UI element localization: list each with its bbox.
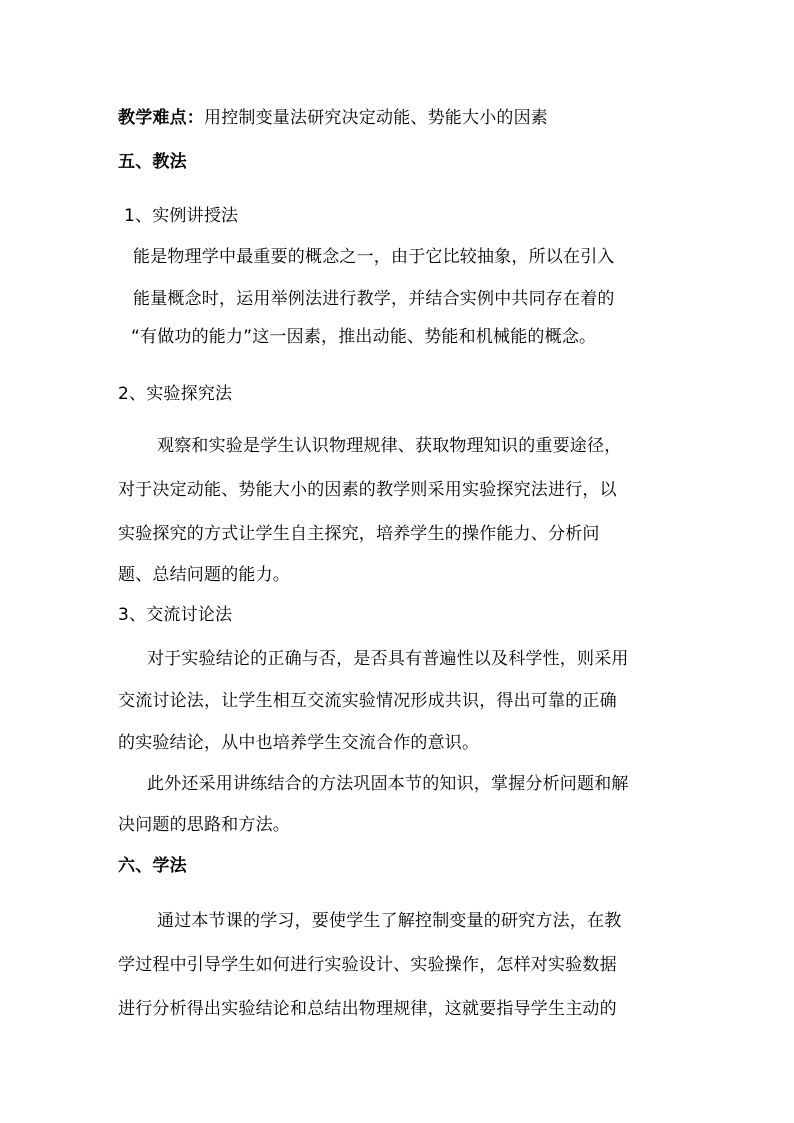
item1-line-2: 能量概念时，运用举例法进行教学，并结合实例中共同存在着的 xyxy=(133,289,615,309)
item2-line-1: 观察和实验是学生认识物理规律、获取物理知识的重要途径， xyxy=(157,436,622,456)
section6-line-3: 进行分析得出实验结论和总结出物理规律，这就要指导学生主动的 xyxy=(118,999,617,1019)
item3-title: 3、交流讨论法 xyxy=(118,605,233,625)
difficulty-line xyxy=(118,107,548,129)
item2-line-2: 对于决定动能、势能大小的因素的教学则采用实验探究法进行，以 xyxy=(118,480,617,500)
item3-line-2: 交流讨论法，让学生相互交流实验情况形成共识，得出可靠的正确 xyxy=(118,691,617,711)
extra-line-2: 决问题的思路和方法。 xyxy=(118,815,290,835)
section5-title: 五、教法 xyxy=(118,152,187,172)
section6-line-1: 通过本节课的学习，要使学生了解控制变量的研究方法，在教 xyxy=(157,911,622,931)
item2-title: 2、实验探究法 xyxy=(118,384,233,404)
item1-line-1: 能是物理学中最重要的概念之一，由于它比较抽象，所以在引入 xyxy=(133,247,615,267)
item2-line-4: 题、总结问题的能力。 xyxy=(118,565,290,585)
item1-title: 1、实例讲授法 xyxy=(124,206,239,226)
item2-line-3: 实验探究的方式让学生自主探究，培养学生的操作能力、分析问 xyxy=(118,524,600,544)
item3-line-3: 的实验结论，从中也培养学生交流合作的意识。 xyxy=(118,733,480,753)
item3-line-1: 对于实验结论的正确与否，是否具有普遍性以及科学性，则采用 xyxy=(147,649,629,669)
section6-title: 六、学法 xyxy=(118,856,187,876)
item1-line-3: “有做功的能力”这一因素，推出动能、势能和机械能的概念。 xyxy=(131,327,597,347)
difficulty-label: 教学难点： xyxy=(118,108,204,128)
extra-line-1: 此外还采用讲练结合的方法巩固本节的知识，掌握分析问题和解 xyxy=(147,774,629,794)
section6-line-2: 学过程中引导学生如何进行实验设计、实验操作，怎样对实验数据 xyxy=(118,955,617,975)
difficulty-text: 用控制变量法研究决定动能、势能大小的因素 xyxy=(204,108,548,128)
